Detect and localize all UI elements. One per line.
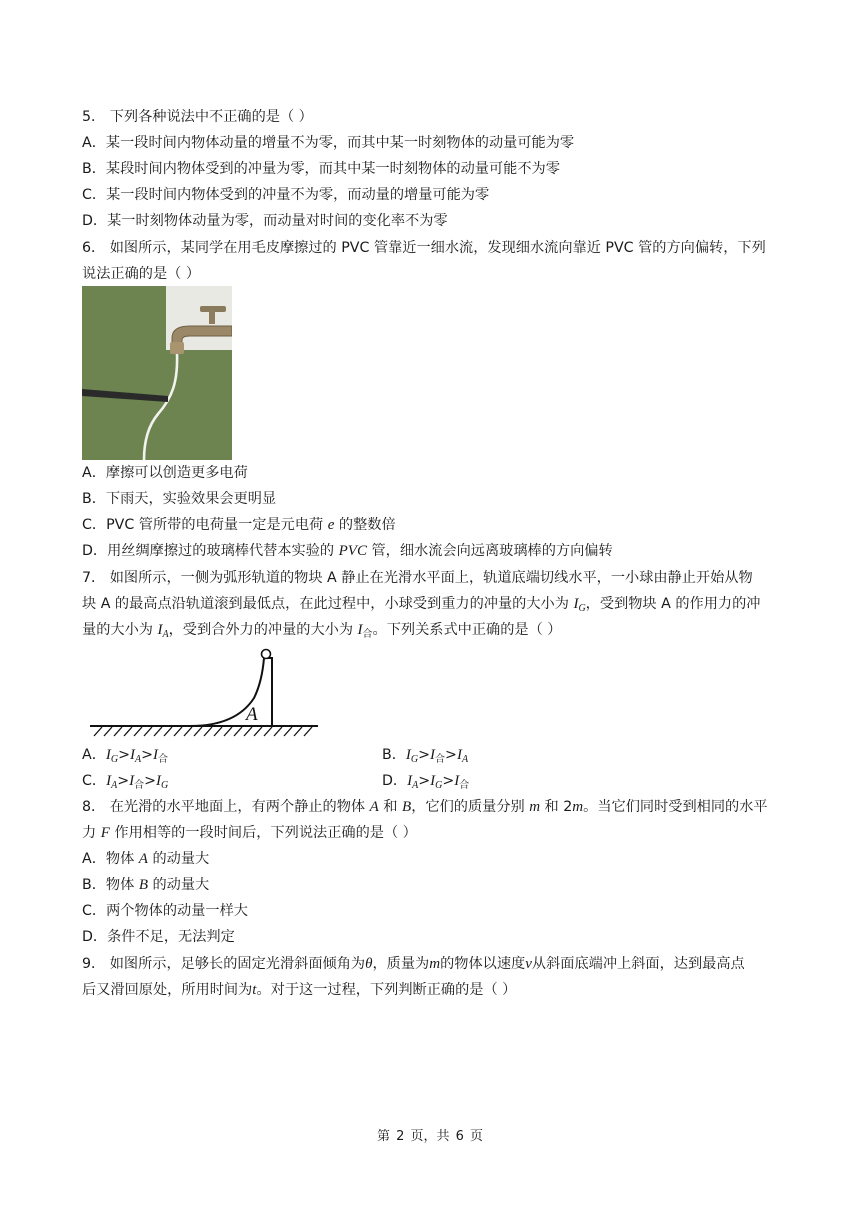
page-total: 6: [455, 1129, 464, 1144]
curved-block-a: [190, 658, 272, 726]
q5-option-d: D．某一时刻物体动量为零，而动量对时间的变化率不为零: [82, 213, 448, 229]
faucet-nozzle: [170, 342, 184, 354]
q7-stem-line3: 量的大小为 $I_A$，受到合外力的冲量的大小为 $I_合$。下列关系式中正确的是（ ）: [82, 622, 562, 640]
q8-option-c: C．两个物体的动量一样大: [82, 903, 248, 919]
page-footer: 第 2 页，共 6 页: [376, 1129, 484, 1144]
q6-option-c: C．PVC 管所带的电荷量一定是元电荷 e 的整数倍: [82, 517, 396, 533]
block-label: A: [246, 704, 258, 725]
q8-stem-line1: 8． 在光滑的水平地面上，有两个静止的物体 A 和 B，它们的质量分别 m 和 2m。当它们同时受到相同的水平: [82, 799, 768, 815]
q7-stem-line1: 7． 如图所示，一侧为弧形轨道的物块 A 静止在光滑水平面上，轨道底端切线水平，一小球由静止开始从物: [82, 570, 753, 586]
q6-option-b: B．下雨天，实验效果会更明显: [82, 491, 277, 507]
q7-option-d: D．$I_A>I_G>I_合$: [382, 773, 470, 791]
q5-stem: 5． 下列各种说法中不正确的是（ ）: [82, 109, 313, 125]
q5-option-b: B．某段时间内物体受到的冲量为零，而其中某一时刻物体的动量可能不为零: [82, 161, 560, 177]
q6-faucet-figure: [82, 286, 232, 460]
q7-option-c: C．$I_A>I_合>I_G$: [82, 773, 169, 791]
q7-option-row1: [82, 745, 168, 770]
q8-option-a: A．物体 A 的动量大: [82, 851, 210, 867]
q6-stem-line1: 6． 如图所示，某同学在用毛皮摩擦过的 PVC 管靠近一细水流，发现细水流向靠近 PVC 管的方向偏转，下列: [82, 240, 766, 256]
q5-option-c: C．某一段时间内物体受到的冲量不为零，而动量的增量可能为零: [82, 187, 490, 203]
q9-stem-line2: 后又滑回原处，所用时间为t。对于这一过程，下列判断正确的是（ ）: [82, 982, 517, 998]
q8-option-d: D．条件不足，无法判定: [82, 929, 235, 945]
q7-stem-line2: 块 A 的最高点沿轨道滚到最低点，在此过程中，小球受到重力的冲量的大小为 $I_G$，受到物块 A 的作用力的冲: [82, 596, 761, 614]
ground-hatching: [94, 727, 312, 736]
q6-option-d: D．用丝绸摩擦过的玻璃棒代替本实验的 PVC 管，细水流会向远离玻璃棒的方向偏转: [82, 543, 613, 559]
faucet-stem: [209, 310, 215, 324]
q8-option-b: B．物体 B 的动量大: [82, 877, 210, 893]
q5-option-a: A．某一段时间内物体动量的增量不为零，而其中某一时刻物体的动量可能为零: [82, 135, 575, 151]
q8-stem-line2: 力 F 作用相等的一段时间后，下列说法正确的是（ ）: [82, 825, 417, 841]
q6-option-a: A．摩擦可以创造更多电荷: [82, 465, 248, 481]
q7-option-a: A．$I_G>I_A>I_合$: [82, 747, 169, 765]
q6-stem-line2: 说法正确的是（ ）: [82, 266, 201, 282]
q7-option-b: B．$I_G>I_合>I_A$: [382, 747, 469, 765]
q9-stem-line1: 9． 如图所示，足够长的固定光滑斜面倾角为θ，质量为m的物体以速度v从斜面底端冲上斜面，达到最高点: [82, 956, 745, 972]
small-ball: [262, 650, 271, 659]
page-number: 2: [396, 1129, 405, 1144]
q7-track-figure: [86, 646, 322, 742]
